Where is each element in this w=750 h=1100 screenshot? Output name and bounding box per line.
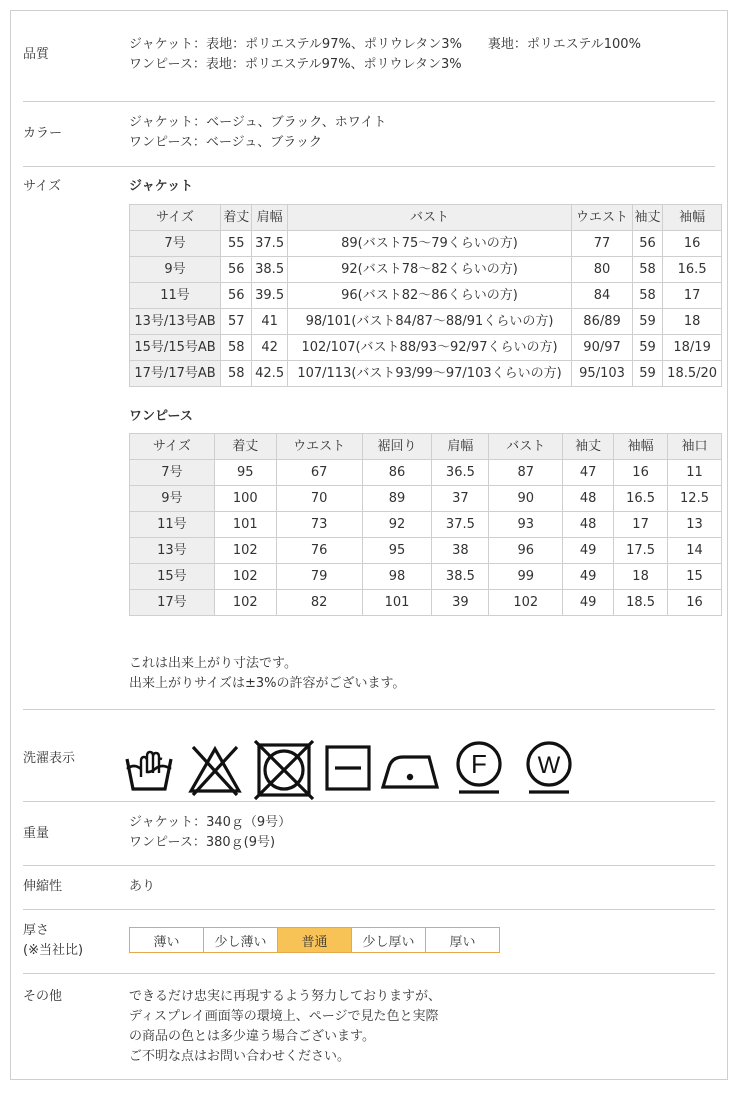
spec-frame (10, 10, 728, 1080)
weight-jacket-line: ジャケット：340ｇ（9号） (129, 815, 292, 830)
weight-content (129, 813, 715, 853)
jacket-value-cell: 38.5 (252, 257, 287, 283)
dress-size-cell: 15号 (130, 564, 215, 590)
dress-size-cell: 13号 (130, 538, 215, 564)
other-label: その他 (23, 989, 63, 1004)
jacket-size-cell: 17号/17号AB (130, 361, 221, 387)
table-row (130, 538, 722, 564)
iron-low-icon (377, 743, 443, 795)
wet-clean-letter: W (537, 752, 561, 779)
jacket-value-cell: 16 (663, 231, 722, 257)
divider (23, 865, 715, 866)
dress-value-cell: 11 (668, 460, 722, 486)
dry-clean-letter: F (471, 749, 487, 779)
dress-header-cell: 袖丈 (563, 434, 614, 460)
other-line-2: ディスプレイ画面等の環境上、ページで見た色と実際 (129, 1009, 439, 1024)
jacket-header-cell: 肩幅 (252, 205, 287, 231)
dress-value-cell: 16 (668, 590, 722, 616)
dress-value-cell: 12.5 (668, 486, 722, 512)
weight-section (23, 813, 715, 857)
size-label: サイズ (23, 179, 61, 194)
jacket-value-cell: 37.5 (252, 231, 287, 257)
dress-value-cell: 99 (489, 564, 563, 590)
dress-value-cell: 92 (362, 512, 432, 538)
flat-dry-icon (321, 741, 375, 795)
jacket-value-cell: 86/89 (572, 309, 633, 335)
divider (23, 101, 715, 102)
dress-value-cell: 39 (432, 590, 489, 616)
table-row (130, 257, 722, 283)
dress-header-cell: 袖口 (668, 434, 722, 460)
color-content (129, 113, 715, 153)
thickness-option: 厚い (425, 927, 500, 953)
dress-value-cell: 73 (276, 512, 362, 538)
weight-dress-line: ワンピース：380ｇ(9号) (129, 835, 276, 850)
dress-header-cell: バスト (489, 434, 563, 460)
quality-label: 品質 (23, 47, 50, 62)
dress-value-cell: 47 (563, 460, 614, 486)
thickness-label-note: (※当社比) (23, 943, 84, 958)
dress-value-cell: 102 (489, 590, 563, 616)
dress-value-cell: 37 (432, 486, 489, 512)
dress-value-cell: 95 (362, 538, 432, 564)
dress-header-cell: 裾回り (362, 434, 432, 460)
dress-value-cell: 18 (614, 564, 668, 590)
jacket-size-cell: 15号/15号AB (130, 335, 221, 361)
thickness-option: 少し厚い (351, 927, 426, 953)
jacket-value-cell: 39.5 (252, 283, 287, 309)
stretch-value: あり (129, 879, 156, 894)
thickness-label-main: 厚さ (23, 923, 50, 938)
jacket-value-cell: 95/103 (572, 361, 633, 387)
dress-value-cell: 67 (276, 460, 362, 486)
dress-value-cell: 49 (563, 590, 614, 616)
jacket-value-cell: 98/101(バスト84/87〜88/91くらいの方) (287, 309, 571, 335)
jacket-header-cell: ウエスト (572, 205, 633, 231)
thickness-scale (129, 927, 500, 953)
dress-value-cell: 16 (614, 460, 668, 486)
dress-value-cell: 101 (362, 590, 432, 616)
other-content (129, 987, 715, 1067)
dress-value-cell: 86 (362, 460, 432, 486)
dress-value-cell: 79 (276, 564, 362, 590)
size-note-1: これは出来上がり寸法です。 (129, 656, 297, 671)
divider (23, 709, 715, 710)
jacket-table-title: ジャケット (129, 179, 194, 194)
other-line-3: の商品の色とは多少違う場合ございます。 (129, 1029, 375, 1044)
jacket-value-cell: 56 (221, 283, 252, 309)
jacket-header-cell: 袖幅 (663, 205, 722, 231)
dress-value-cell: 49 (563, 564, 614, 590)
dress-value-cell: 49 (563, 538, 614, 564)
jacket-value-cell: 18.5/20 (663, 361, 722, 387)
jacket-value-cell: 89(バスト75〜79くらいの方) (287, 231, 571, 257)
jacket-value-cell: 56 (221, 257, 252, 283)
jacket-value-cell: 18 (663, 309, 722, 335)
jacket-value-cell: 58 (221, 335, 252, 361)
divider (23, 166, 715, 167)
table-row (130, 335, 722, 361)
no-bleach-icon (183, 739, 247, 801)
jacket-value-cell: 96(バスト82〜86くらいの方) (287, 283, 571, 309)
jacket-value-cell: 92(バスト78〜82くらいの方) (287, 257, 571, 283)
jacket-value-cell: 56 (632, 231, 662, 257)
thickness-section (23, 921, 715, 971)
jacket-value-cell: 55 (221, 231, 252, 257)
dress-value-cell: 17.5 (614, 538, 668, 564)
quality-section (23, 35, 715, 85)
dress-value-cell: 70 (276, 486, 362, 512)
dress-value-cell: 37.5 (432, 512, 489, 538)
dress-header-cell: 袖幅 (614, 434, 668, 460)
quality-jacket-line: ジャケット：表地：ポリエステル97%、ポリウレタン3% (129, 37, 462, 52)
dress-value-cell: 89 (362, 486, 432, 512)
dress-value-cell: 38 (432, 538, 489, 564)
table-row (130, 564, 722, 590)
dress-value-cell: 93 (489, 512, 563, 538)
dress-value-cell: 14 (668, 538, 722, 564)
dress-value-cell: 98 (362, 564, 432, 590)
divider (23, 973, 715, 974)
jacket-size-table (129, 204, 722, 387)
dress-value-cell: 17 (614, 512, 668, 538)
other-line-1: できるだけ忠実に再現するよう努力しておりますが、 (129, 989, 442, 1004)
other-section (23, 985, 715, 1075)
dress-value-cell: 82 (276, 590, 362, 616)
wet-clean-w-icon (517, 737, 581, 799)
hand-wash-icon (119, 743, 179, 799)
jacket-value-cell: 107/113(バスト93/99〜97/103くらいの方) (287, 361, 571, 387)
dress-value-cell: 90 (489, 486, 563, 512)
jacket-size-cell: 9号 (130, 257, 221, 283)
dress-value-cell: 96 (489, 538, 563, 564)
dress-size-cell: 9号 (130, 486, 215, 512)
no-tumble-dry-icon (251, 735, 317, 803)
color-label: カラー (23, 126, 63, 141)
jacket-value-cell: 42.5 (252, 361, 287, 387)
dress-size-cell: 11号 (130, 512, 215, 538)
jacket-size-cell: 13号/13号AB (130, 309, 221, 335)
dress-value-cell: 87 (489, 460, 563, 486)
size-note-2: 出来上がりサイズは±3%の許容がございます。 (129, 676, 406, 691)
jacket-value-cell: 102/107(バスト88/93〜92/97くらいの方) (287, 335, 571, 361)
jacket-value-cell: 59 (632, 309, 662, 335)
jacket-value-cell: 58 (221, 361, 252, 387)
quality-content (129, 35, 715, 75)
jacket-value-cell: 42 (252, 335, 287, 361)
wash-section (23, 721, 715, 799)
dress-value-cell: 15 (668, 564, 722, 590)
dress-value-cell: 100 (214, 486, 276, 512)
weight-label: 重量 (23, 826, 50, 841)
dress-value-cell: 76 (276, 538, 362, 564)
table-row (130, 283, 722, 309)
jacket-value-cell: 18/19 (663, 335, 722, 361)
jacket-value-cell: 59 (632, 361, 662, 387)
dress-header-cell: 肩幅 (432, 434, 489, 460)
table-row (130, 361, 722, 387)
dress-value-cell: 102 (214, 590, 276, 616)
stretch-label: 伸縮性 (23, 879, 63, 894)
table-row (130, 460, 722, 486)
dress-size-table (129, 433, 722, 616)
jacket-value-cell: 16.5 (663, 257, 722, 283)
dress-size-cell: 17号 (130, 590, 215, 616)
dress-value-cell: 13 (668, 512, 722, 538)
size-section (23, 177, 718, 707)
jacket-value-cell: 84 (572, 283, 633, 309)
dry-clean-f-icon (447, 737, 511, 799)
thickness-option: 少し薄い (203, 927, 278, 953)
thickness-label (23, 921, 83, 961)
dress-value-cell: 95 (214, 460, 276, 486)
table-row (130, 486, 722, 512)
dress-value-cell: 36.5 (432, 460, 489, 486)
thickness-option: 薄い (129, 927, 204, 953)
jacket-value-cell: 90/97 (572, 335, 633, 361)
jacket-value-cell: 58 (632, 257, 662, 283)
quality-dress-line: ワンピース：表地：ポリエステル97%、ポリウレタン3% (129, 57, 462, 72)
dress-value-cell: 102 (214, 538, 276, 564)
color-section (23, 113, 715, 163)
thickness-option: 普通 (277, 927, 352, 953)
jacket-value-cell: 59 (632, 335, 662, 361)
jacket-header-cell: サイズ (130, 205, 221, 231)
dress-header-cell: ウエスト (276, 434, 362, 460)
quality-lining-line: 裏地：ポリエステル100% (487, 37, 641, 52)
jacket-size-cell: 11号 (130, 283, 221, 309)
dress-value-cell: 101 (214, 512, 276, 538)
jacket-header-cell: 着丈 (221, 205, 252, 231)
stretch-section (23, 877, 715, 899)
dress-header-cell: 着丈 (214, 434, 276, 460)
dress-table-title: ワンピース (129, 409, 193, 424)
dress-header-cell: サイズ (130, 434, 215, 460)
dress-size-cell: 7号 (130, 460, 215, 486)
jacket-value-cell: 57 (221, 309, 252, 335)
jacket-header-cell: 袖丈 (632, 205, 662, 231)
dress-value-cell: 16.5 (614, 486, 668, 512)
divider (23, 909, 715, 910)
color-jacket-line: ジャケット：ベージュ、ブラック、ホワイト (129, 115, 387, 130)
size-content (129, 177, 718, 694)
jacket-value-cell: 17 (663, 283, 722, 309)
dress-value-cell: 102 (214, 564, 276, 590)
table-row (130, 512, 722, 538)
divider (23, 801, 715, 802)
dress-value-cell: 48 (563, 512, 614, 538)
jacket-value-cell: 58 (632, 283, 662, 309)
other-line-4: ご不明な点はお問い合わせください。 (129, 1049, 351, 1064)
dress-value-cell: 38.5 (432, 564, 489, 590)
color-dress-line: ワンピース：ベージュ、ブラック (129, 135, 323, 150)
jacket-value-cell: 41 (252, 309, 287, 335)
table-row (130, 590, 722, 616)
jacket-header-cell: バスト (287, 205, 571, 231)
table-row (130, 309, 722, 335)
wash-label: 洗濯表示 (23, 751, 76, 766)
jacket-size-cell: 7号 (130, 231, 221, 257)
dress-value-cell: 18.5 (614, 590, 668, 616)
table-row (130, 231, 722, 257)
jacket-value-cell: 77 (572, 231, 633, 257)
jacket-value-cell: 80 (572, 257, 633, 283)
dress-value-cell: 48 (563, 486, 614, 512)
